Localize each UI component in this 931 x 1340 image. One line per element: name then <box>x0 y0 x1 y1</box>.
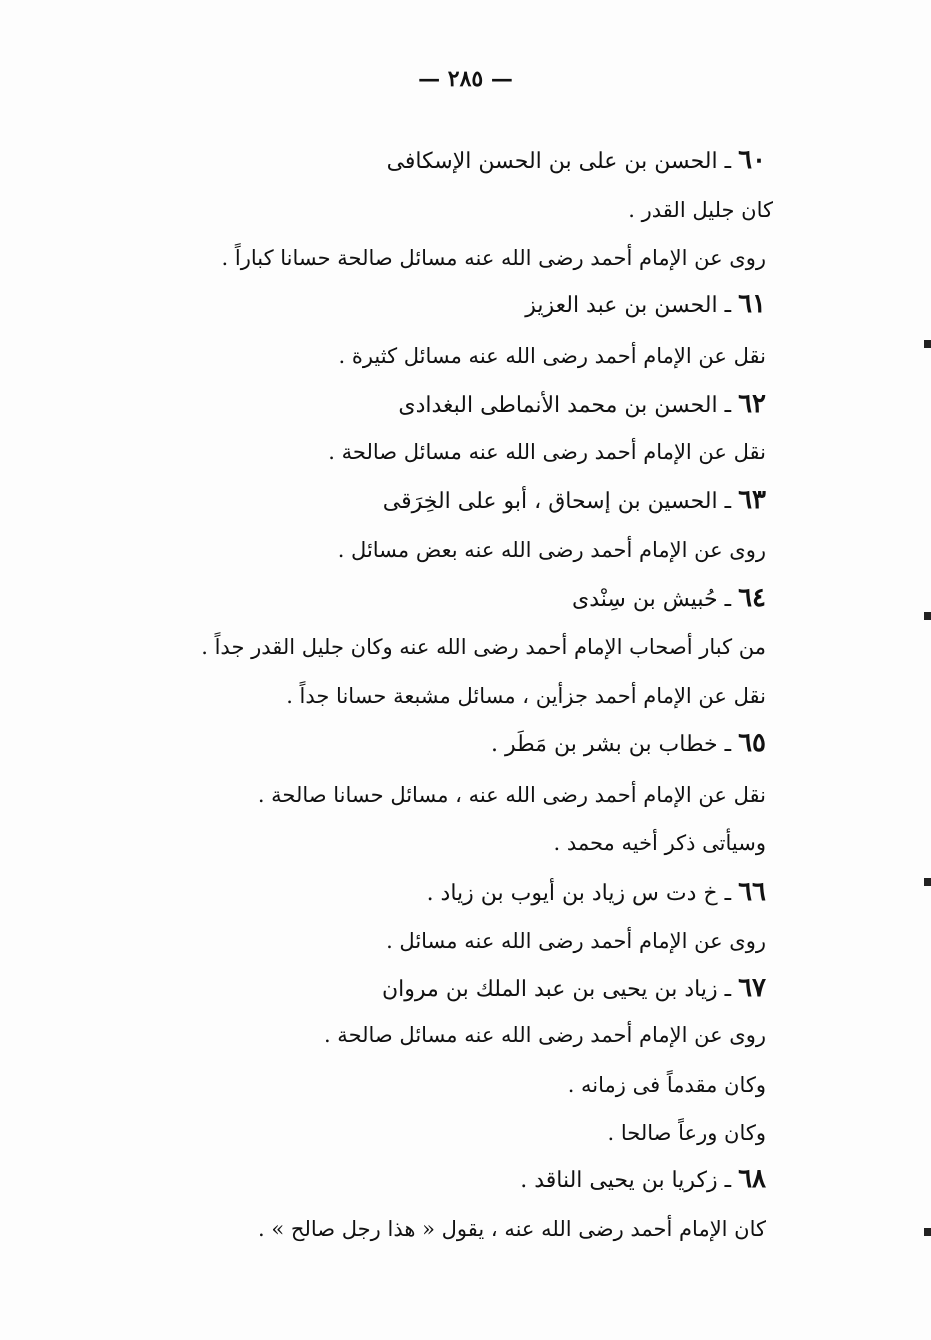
entry-text: وسيأتى ذكر أخيه محمد . <box>553 831 766 855</box>
entry-heading <box>383 485 766 517</box>
scan-mark <box>924 878 931 886</box>
entry-text: نقل عن الإمام أحمد رضى الله عنه مسائل صالحة . <box>328 440 766 464</box>
entry-number: ٦٨ <box>738 1164 766 1194</box>
entry-title: ـ الحسن بن على بن الحسن الإسكافى <box>386 149 732 174</box>
entry-title: ـ حُبيش بن سِنْدى <box>572 587 732 612</box>
entry-heading <box>427 877 766 909</box>
entry-text: كان جليل القدر . <box>628 198 773 222</box>
entry-number: ٦٥ <box>738 728 766 758</box>
entry-text: نقل عن الإمام أحمد رضى الله عنه ، مسائل حسانا صالحة . <box>257 783 766 807</box>
entry-text: روى عن الإمام أحمد رضى الله عنه بعض مسائل . <box>337 538 766 562</box>
entry-text: نقل عن الإمام أحمد جزأين ، مسائل مشبعة حسانا جداً . <box>286 684 766 708</box>
entry-heading <box>382 973 766 1005</box>
entry-title: ـ خطاب بن بشر بن مَطَر . <box>491 732 732 757</box>
entry-title: ـ زكريا بن يحيى الناقد . <box>520 1168 732 1193</box>
entry-title: ـ الحسن بن محمد الأنماطى البغدادى <box>398 393 732 418</box>
entry-title: ـ زياد بن يحيى بن عبد الملك بن مروان <box>382 977 732 1002</box>
scan-mark <box>924 612 931 620</box>
entry-heading <box>398 389 766 421</box>
entry-text: روى عن الإمام أحمد رضى الله عنه مسائل صالحة حسانا كباراً . <box>221 246 766 270</box>
entry-number: ٦٠ <box>738 145 766 175</box>
entry-heading <box>572 583 766 615</box>
entry-text: روى عن الإمام أحمد رضى الله عنه مسائل صالحة . <box>323 1023 766 1047</box>
entry-heading <box>520 1164 766 1196</box>
entry-title: ـ خ دت س زياد بن أيوب بن زياد . <box>426 881 732 906</box>
entry-number: ٦٢ <box>738 389 766 419</box>
entry-text: وكان ورعاً صالحا . <box>607 1121 766 1145</box>
entry-heading <box>387 145 766 177</box>
entry-number: ٦٧ <box>738 973 766 1003</box>
entry-number: ٦٤ <box>738 583 766 613</box>
entry-text: نقل عن الإمام أحمد رضى الله عنه مسائل كثيرة . <box>338 344 766 368</box>
entry-title: ـ الحسن بن عبد العزيز <box>525 293 732 318</box>
entry-text: روى عن الإمام أحمد رضى الله عنه مسائل . <box>386 929 766 953</box>
page-number: — ٢٨٥ — <box>418 66 513 92</box>
entry-text: كان الإمام أحمد رضى الله عنه ، يقول « هذا رجل صالح » . <box>258 1217 766 1241</box>
entry-text: من كبار أصحاب الإمام أحمد رضى الله عنه وكان جليل القدر جداً . <box>201 635 766 659</box>
entry-number: ٦١ <box>738 289 766 319</box>
scan-mark <box>924 340 931 348</box>
entry-number: ٦٣ <box>738 485 766 515</box>
scan-mark <box>924 1228 931 1236</box>
entry-number: ٦٦ <box>738 877 766 907</box>
entry-text: وكان مقدماً فى زمانه . <box>567 1073 766 1097</box>
entry-heading <box>491 728 766 760</box>
entry-title: ـ الحسين بن إسحاق ، أبو على الخِرَقى <box>382 489 732 514</box>
entry-heading <box>525 289 766 321</box>
